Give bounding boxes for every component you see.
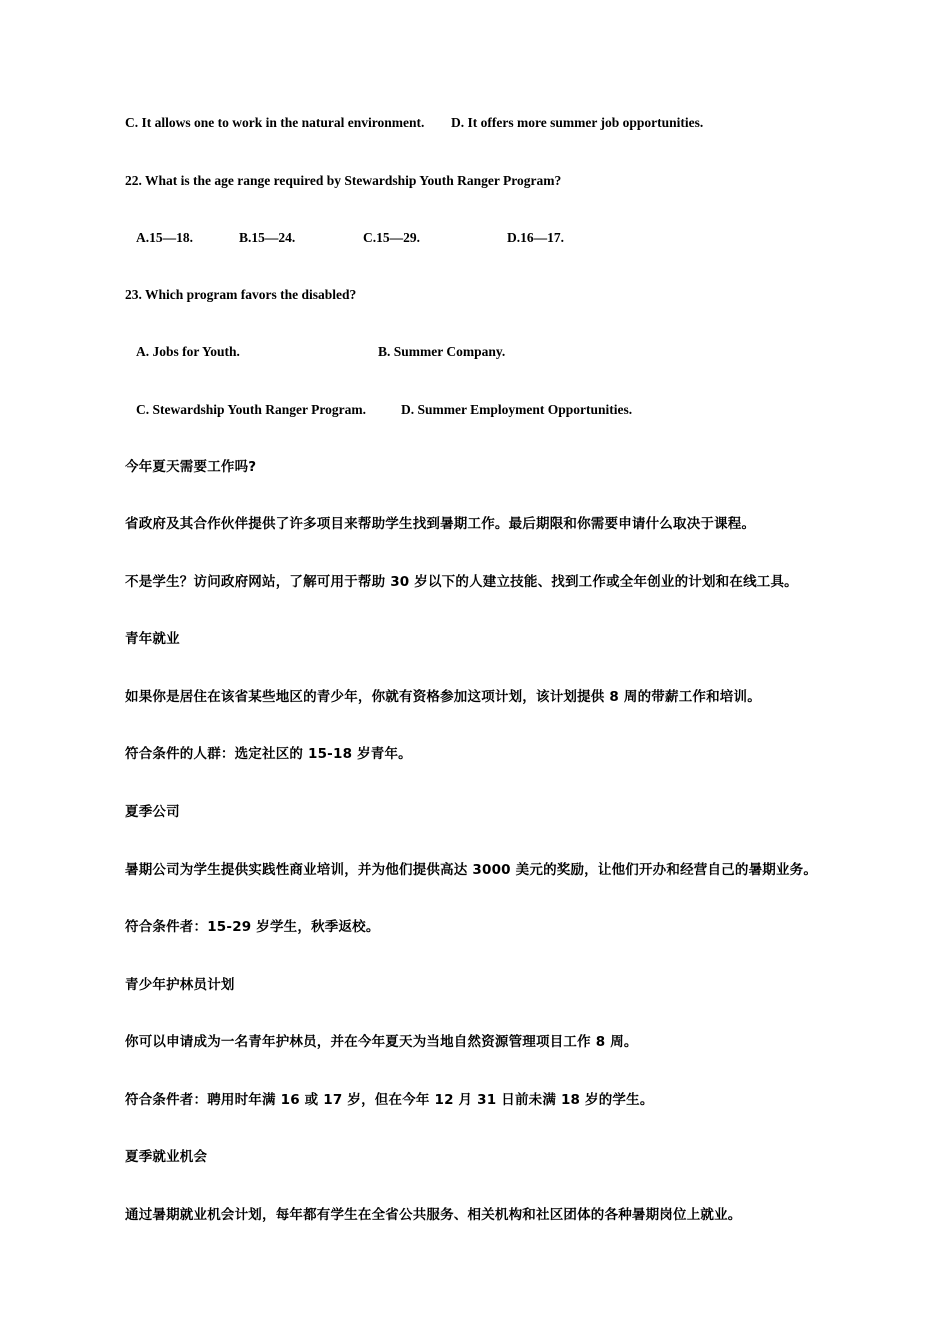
section-1-eligibility: 符合条件的人群：选定社区的 15-18 岁青年。: [125, 746, 412, 762]
section-2-body: 暑期公司为学生提供实践性商业培训，并为他们提供高达 3000 美元的奖励，让他们开办和经营自己的暑期业务。: [125, 862, 818, 878]
q23-option-c: C. Stewardship Youth Ranger Program.: [136, 402, 367, 417]
q23-option-b: B. Summer Company.: [378, 344, 506, 359]
translation-intro-2: 不是学生？访问政府网站，了解可用于帮助 30 岁以下的人建立技能、找到工作或全年创业的计划和在线工具。: [125, 574, 798, 590]
q22-option-c: C.15—29.: [363, 230, 420, 245]
q23-option-a: A. Jobs for Youth.: [136, 344, 240, 359]
translation-intro-1: 省政府及其合作伙伴提供了许多项目来帮助学生找到暑期工作。最后期限和你需要申请什么取决于课程。: [125, 516, 756, 532]
section-3-body: 你可以申请成为一名青年护林员，并在今年夏天为当地自然资源管理项目工作 8 周。: [125, 1034, 638, 1050]
q21-option-c: C. It allows one to work in the natural environment.: [125, 115, 425, 130]
q21-option-d: D. It offers more summer job opportunities.: [451, 115, 704, 130]
q22-question: 22. What is the age range required by Stewardship Youth Ranger Program?: [125, 173, 562, 188]
q21-options-row: [0, 114, 950, 132]
section-3-heading: 青少年护林员计划: [125, 977, 235, 993]
translation-title: 今年夏天需要工作吗?: [125, 459, 257, 475]
q22-option-a: A.15—18.: [136, 230, 193, 245]
q23-question: 23. Which program favors the disabled?: [125, 287, 357, 302]
section-3-eligibility: 符合条件者：聘用时年满 16 或 17 岁，但在今年 12 月 31 日前未满 18 岁的学生。: [125, 1092, 654, 1108]
q22-option-d: D.16—17.: [507, 230, 564, 245]
section-2-heading: 夏季公司: [125, 804, 180, 820]
q23-option-d: D. Summer Employment Opportunities.: [401, 402, 633, 417]
q23-options-row-2: [0, 401, 950, 419]
section-1-body: 如果你是居住在该省某些地区的青少年，你就有资格参加这项计划，该计划提供 8 周的带薪工作和培训。: [125, 689, 761, 705]
q23-options-row-1: [0, 343, 950, 361]
section-1-heading: 青年就业: [125, 631, 180, 647]
q22-options-row: [0, 229, 950, 247]
section-4-heading: 夏季就业机会: [125, 1149, 208, 1165]
q22-option-b: B.15—24.: [239, 230, 296, 245]
section-2-eligibility: 符合条件者：15-29 岁学生，秋季返校。: [125, 919, 380, 935]
section-4-body: 通过暑期就业机会计划，每年都有学生在全省公共服务、相关机构和社区团体的各种暑期岗位上就业。: [125, 1207, 742, 1223]
